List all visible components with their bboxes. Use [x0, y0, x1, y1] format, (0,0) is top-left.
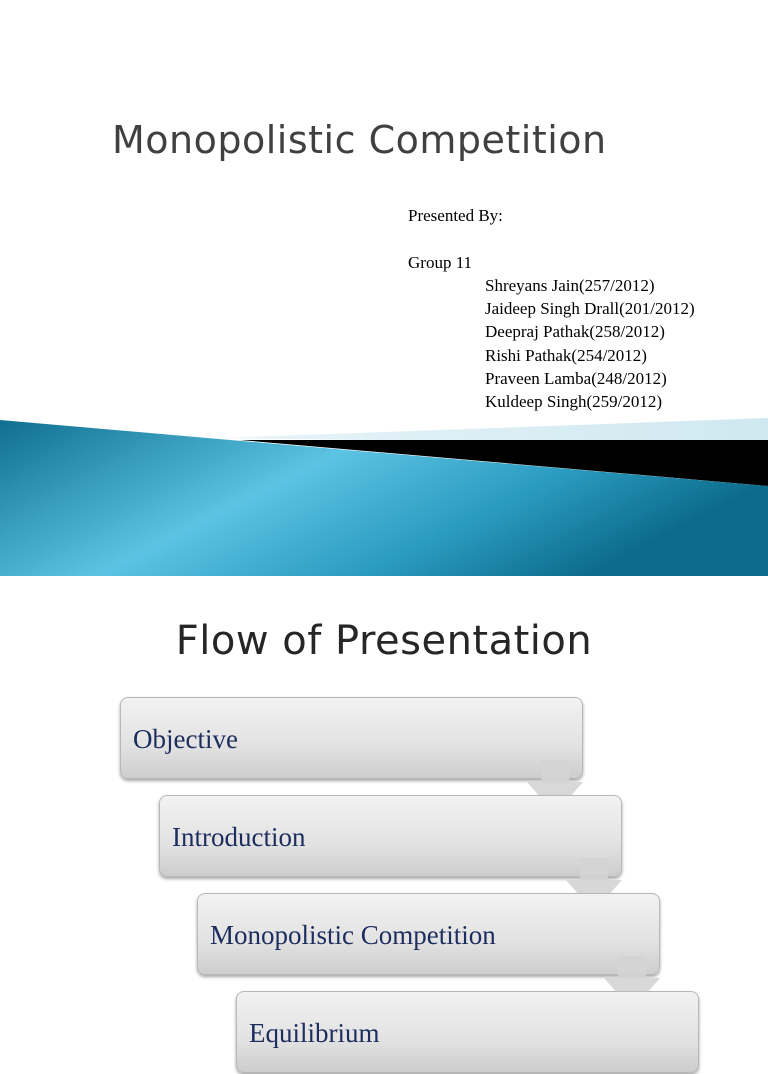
flow-item-label: Introduction: [172, 822, 306, 852]
slide-flow-title: Flow of Presentation: [175, 618, 593, 664]
flow-item-label: Objective: [133, 724, 238, 754]
member-name: Kuldeep Singh(259/2012): [485, 392, 663, 412]
member-name: Shreyans Jain(257/2012): [485, 275, 655, 295]
flow-item-label: Equilibrium: [249, 1018, 380, 1048]
presented-by-label: Presented By:: [408, 206, 503, 225]
slide-title-text: Monopolistic Competition: [112, 118, 607, 162]
flow-item-label: Monopolistic Competition: [210, 920, 496, 950]
slide-flow: [0, 588, 768, 1048]
member-name: Rishi Pathak(254/2012): [485, 345, 647, 365]
member-name: Deepraj Pathak(258/2012): [485, 322, 665, 342]
flow-item-introduction: [159, 795, 622, 877]
member-name: Jaideep Singh Drall(201/2012): [485, 299, 695, 319]
flow-item-equilibrium: [236, 991, 699, 1073]
group-label: Group 11: [408, 252, 473, 272]
member-name: Praveen Lamba(248/2012): [485, 369, 667, 389]
slide-separator: [0, 576, 768, 588]
flow-item-objective: [120, 697, 583, 779]
flow-item-monopolistic-competition: [197, 893, 660, 975]
presenters-block: [408, 204, 695, 414]
